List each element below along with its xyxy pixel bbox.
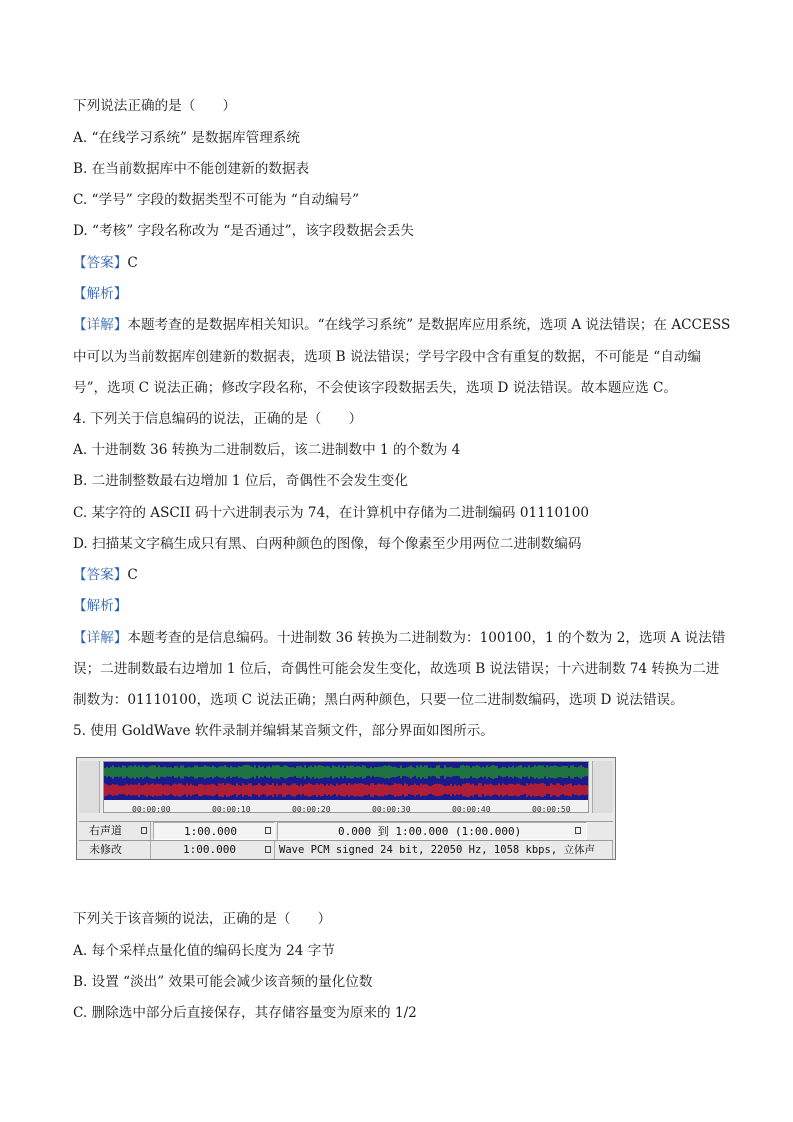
modified-label: 未修改 xyxy=(89,843,122,856)
answer-tag: 【答案】 xyxy=(73,567,128,583)
q3-option-a: A. “在线学习系统” 是数据库管理系统 xyxy=(73,130,300,146)
q5-option-c: C. 删除选中部分后直接保存，其存储容量变为原来的 1/2 xyxy=(73,1005,417,1021)
tick-label: 00:00:50 xyxy=(532,805,571,814)
q4-analysis-tag: 【解析】 xyxy=(73,598,128,614)
q4-option-d: D. 扫描某文字稿生成只有黑、白两种颜色的图像，每个像素至少用两位二进制数编码 xyxy=(73,536,582,552)
length-cell: 1:00.000 xyxy=(153,822,275,840)
q3-analysis-tag: 【解析】 xyxy=(73,286,128,302)
left-scrollbar xyxy=(79,761,100,813)
detail-tag: 【详解】 xyxy=(73,630,128,646)
small-box-icon xyxy=(575,827,581,834)
tick-label: 00:00:10 xyxy=(212,805,251,814)
q4-detail-line-3: 制数为：01110100，选项 C 说法正确；黑白两种颜色，只要一位二进制数编码，选项 D 说法错误。 xyxy=(73,692,684,708)
tick-label: 00:00:30 xyxy=(372,805,411,814)
q5-stem-2: 下列关于该音频的说法，正确的是（ ） xyxy=(73,911,332,927)
small-box-icon xyxy=(265,827,271,834)
q4-stem: 4. 下列关于信息编码的说法，正确的是（ ） xyxy=(73,411,363,427)
q3-answer xyxy=(73,254,138,272)
q3-option-d: D. “考核” 字段名称改为 “是否通过”，该字段数据会丢失 xyxy=(73,223,414,239)
modified-cell xyxy=(79,841,151,859)
answer-tag: 【答案】 xyxy=(73,255,128,271)
channel-label: 右声道 xyxy=(89,824,122,837)
q4-option-b: B. 二进制整数最右边增加 1 位后，奇偶性不会发生变化 xyxy=(73,473,408,489)
detail-text: 本题考查的是信息编码。十进制数 36 转换为二进制数为：100100，1 的个数为 2，选项 A 说法错 xyxy=(127,630,726,646)
small-box-icon xyxy=(141,827,147,834)
q4-option-c: C. 某字符的 ASCII 码十六进制表示为 74，在计算机中存储为二进制编码 01110100 xyxy=(73,505,590,521)
q3-stem: 下列说法正确的是（ ） xyxy=(73,98,237,114)
q5-option-a: A. 每个采样点量化值的编码长度为 24 字节 xyxy=(73,943,335,959)
timeline-ruler xyxy=(130,802,616,816)
status-row-channel xyxy=(79,821,613,840)
right-scrollbar xyxy=(592,761,613,813)
q4-answer xyxy=(73,566,138,584)
small-box-icon xyxy=(265,846,271,853)
answer-value: C xyxy=(127,255,138,271)
selection-cell: 0.000 到 1:00.000 (1:00.000) xyxy=(277,822,587,840)
q3-detail-line-2: 中可以为当前数据库创建新的数据表，选项 B 说法错误；学号字段中含有重复的数据，不可能是 “自动编 xyxy=(73,349,702,365)
q3-detail-line-1 xyxy=(73,316,730,334)
waveform-svg xyxy=(104,762,588,800)
tick-label: 00:00:00 xyxy=(132,805,171,814)
tick-label: 00:00:40 xyxy=(452,805,491,814)
q5-stem: 5. 使用 GoldWave 软件录制并编辑某音频文件，部分界面如图所示。 xyxy=(73,723,494,739)
detail-text: 本题考查的是数据库相关知识。“在线学习系统” 是数据库应用系统，选项 A 说法错误；在 ACCESS xyxy=(127,317,731,333)
goldwave-figure xyxy=(76,757,616,860)
detail-tag: 【详解】 xyxy=(73,317,128,333)
q5-option-b: B. 设置 “淡出” 效果可能会减少该音频的量化位数 xyxy=(73,974,373,990)
format-cell: Wave PCM signed 24 bit, 22050 Hz, 1058 kbps, 立体声 xyxy=(277,841,613,859)
q4-option-a: A. 十进制数 36 转换为二进制数后，该二进制数中 1 的个数为 4 xyxy=(73,442,461,458)
waveform-view xyxy=(103,761,589,813)
status-row-file xyxy=(79,840,613,859)
q3-detail-line-3: 号”，选项 C 说法正确；修改字段名称，不会使该字段数据丢失，选项 D 说法错误。故本题应选 C。 xyxy=(73,380,678,396)
file-length-cell: 1:00.000 xyxy=(153,841,275,859)
q4-detail-line-2: 误；二进制数最右边增加 1 位后，奇偶性可能会发生变化，故选项 B 说法错误；十六进制数 74 转换为二进 xyxy=(73,661,720,677)
q3-option-c: C. “学号” 字段的数据类型不可能为 “自动编号” xyxy=(73,192,360,208)
answer-value: C xyxy=(127,567,138,583)
q3-option-b: B. 在当前数据库中不能创建新的数据表 xyxy=(73,161,310,177)
q4-detail-line-1 xyxy=(73,629,725,647)
tick-label: 00:00:20 xyxy=(292,805,331,814)
